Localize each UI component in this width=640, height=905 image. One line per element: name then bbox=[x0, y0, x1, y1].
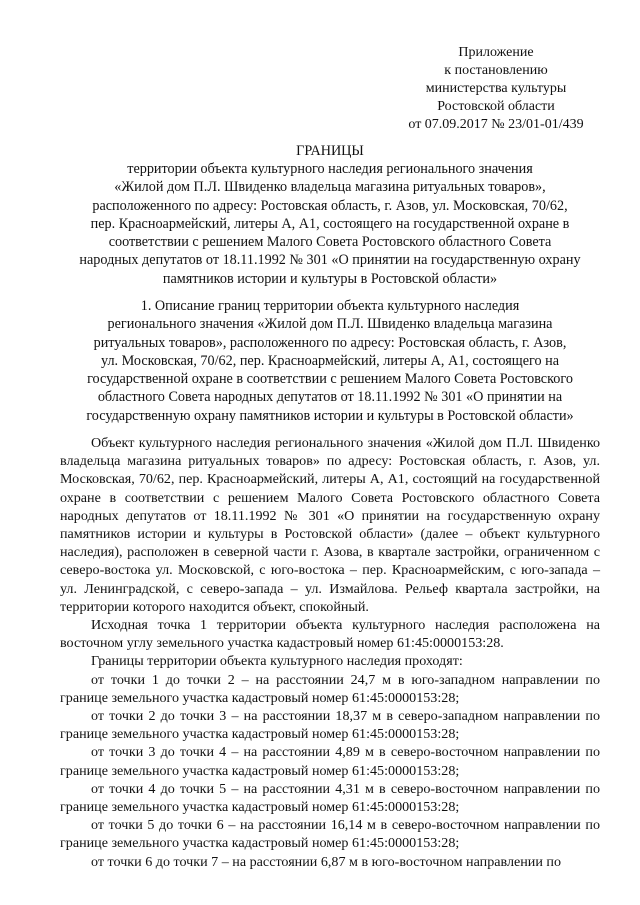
subtitle-line: народных депутатов от 18.11.1992 № 301 «О принятии на государственную охрану bbox=[79, 252, 581, 269]
document-title: ГРАНИЦЫ bbox=[296, 143, 364, 159]
appendix-line: к постановлению bbox=[444, 63, 548, 78]
subtitle-line: «Жилой дом П.Л. Швиденко владельца магазина ритуальных товаров», bbox=[114, 179, 546, 196]
appendix-block bbox=[396, 44, 596, 134]
document-body bbox=[60, 434, 600, 871]
section-heading-line: регионального значения «Жилой дом П.Л. Швиденко владельца магазина bbox=[107, 316, 553, 333]
body-paragraph: от точки 1 до точки 2 – на расстоянии 24,7 м в юго-западном направлении по границе земельного участка кадастровый номер 61:45:0000153:28; bbox=[60, 671, 600, 706]
body-paragraph: Исходная точка 1 территории объекта культурного наследия расположена на восточном углу земельного участка кадастровый номер 61:45:0000153:28. bbox=[60, 617, 600, 652]
section-heading bbox=[60, 297, 600, 425]
body-paragraph: от точки 3 до точки 4 – на расстоянии 4,89 м в северо-восточном направлении по границе земельного участка кадастровый номер 61:45:0000153:28; bbox=[60, 744, 600, 779]
body-paragraph: Объект культурного наследия регионального значения «Жилой дом П.Л. Швиденко владельца магазина ритуальных товаров» по адресу: Ростовская область, г. Азов, ул. Московская, 70/62, пер. Красноармейский, литеры А, А1, состоящий на государственной охране в соответствии с решением Малого Совета Ростовского областного Совета народных депутатов от 18.11.1992 № 301 «О принятии на государственную охрану памятников истории и культуры в Ростовской области» (далее – объект культурного наследия), расположен в северной части г. Азова, в квартале застройки, ограниченном с северо-востока ул. Московской, с юго-востока – пер. Красноармейским, с юго-запада – ул. Ленинградской, с северо-запада – ул. Измайлова. Рельеф квартала застройки, на территории которого находится объект, спокойный. bbox=[60, 435, 600, 615]
section-heading-line: 1. Описание границ территории объекта культурного наследия bbox=[140, 298, 520, 314]
appendix-line: министерства культуры bbox=[425, 81, 567, 96]
appendix-date-line: от 07.09.2017 № 23/01-01/439 bbox=[408, 117, 584, 132]
body-paragraph: от точки 6 до точки 7 – на расстоянии 6,87 м в юго-восточном направлении по bbox=[91, 853, 562, 870]
section-heading-line: государственную охрану памятников истории и культуры в Ростовской области» bbox=[86, 407, 574, 424]
body-paragraph: от точки 4 до точки 5 – на расстоянии 4,31 м в северо-восточном направлении по границе земельного участка кадастровый номер 61:45:0000153:28; bbox=[60, 780, 600, 816]
document-subtitle bbox=[60, 160, 600, 288]
section-heading-line: ул. Московская, 70/62, пер. Красноармейский, литеры А, А1, состоящего на bbox=[101, 352, 559, 369]
subtitle-line: пер. Красноармейский, литеры А, А1, состоящего на государственной охране в bbox=[90, 215, 570, 232]
subtitle-line: расположенного по адресу: Ростовская область, г. Азов, ул. Московская, 70/62, bbox=[92, 197, 568, 214]
subtitle-line: соответствии с решением Малого Совета Ростовского областного Совета bbox=[108, 234, 552, 251]
body-paragraph: Границы территории объекта культурного наследия проходят: bbox=[91, 653, 463, 670]
appendix-line: Ростовской области bbox=[437, 99, 555, 114]
section-heading-line: государственной охране в соответствии с решением Малого Совета Ростовского bbox=[87, 371, 573, 388]
section-heading-line: ритуальных товаров», расположенного по адресу: Ростовская область, г. Азов, bbox=[93, 334, 567, 351]
subtitle-line: территории объекта культурного наследия регионального значения bbox=[127, 161, 533, 177]
subtitle-line: памятников истории и культуры в Ростовской области» bbox=[162, 270, 498, 287]
section-heading-line: областного Совета народных депутатов от 18.11.1992 № 301 «О принятии на bbox=[97, 389, 563, 406]
body-paragraph: от точки 2 до точки 3 – на расстоянии 18,37 м в северо-западном направлении по границе земельного участка кадастровый номер 61:45:0000153:28; bbox=[60, 708, 600, 743]
appendix-line: Приложение bbox=[458, 45, 534, 60]
body-paragraph: от точки 5 до точки 6 – на расстоянии 16,14 м в северо-восточном направлении по границе земельного участка кадастровый номер 61:45:0000153:28; bbox=[60, 817, 600, 852]
